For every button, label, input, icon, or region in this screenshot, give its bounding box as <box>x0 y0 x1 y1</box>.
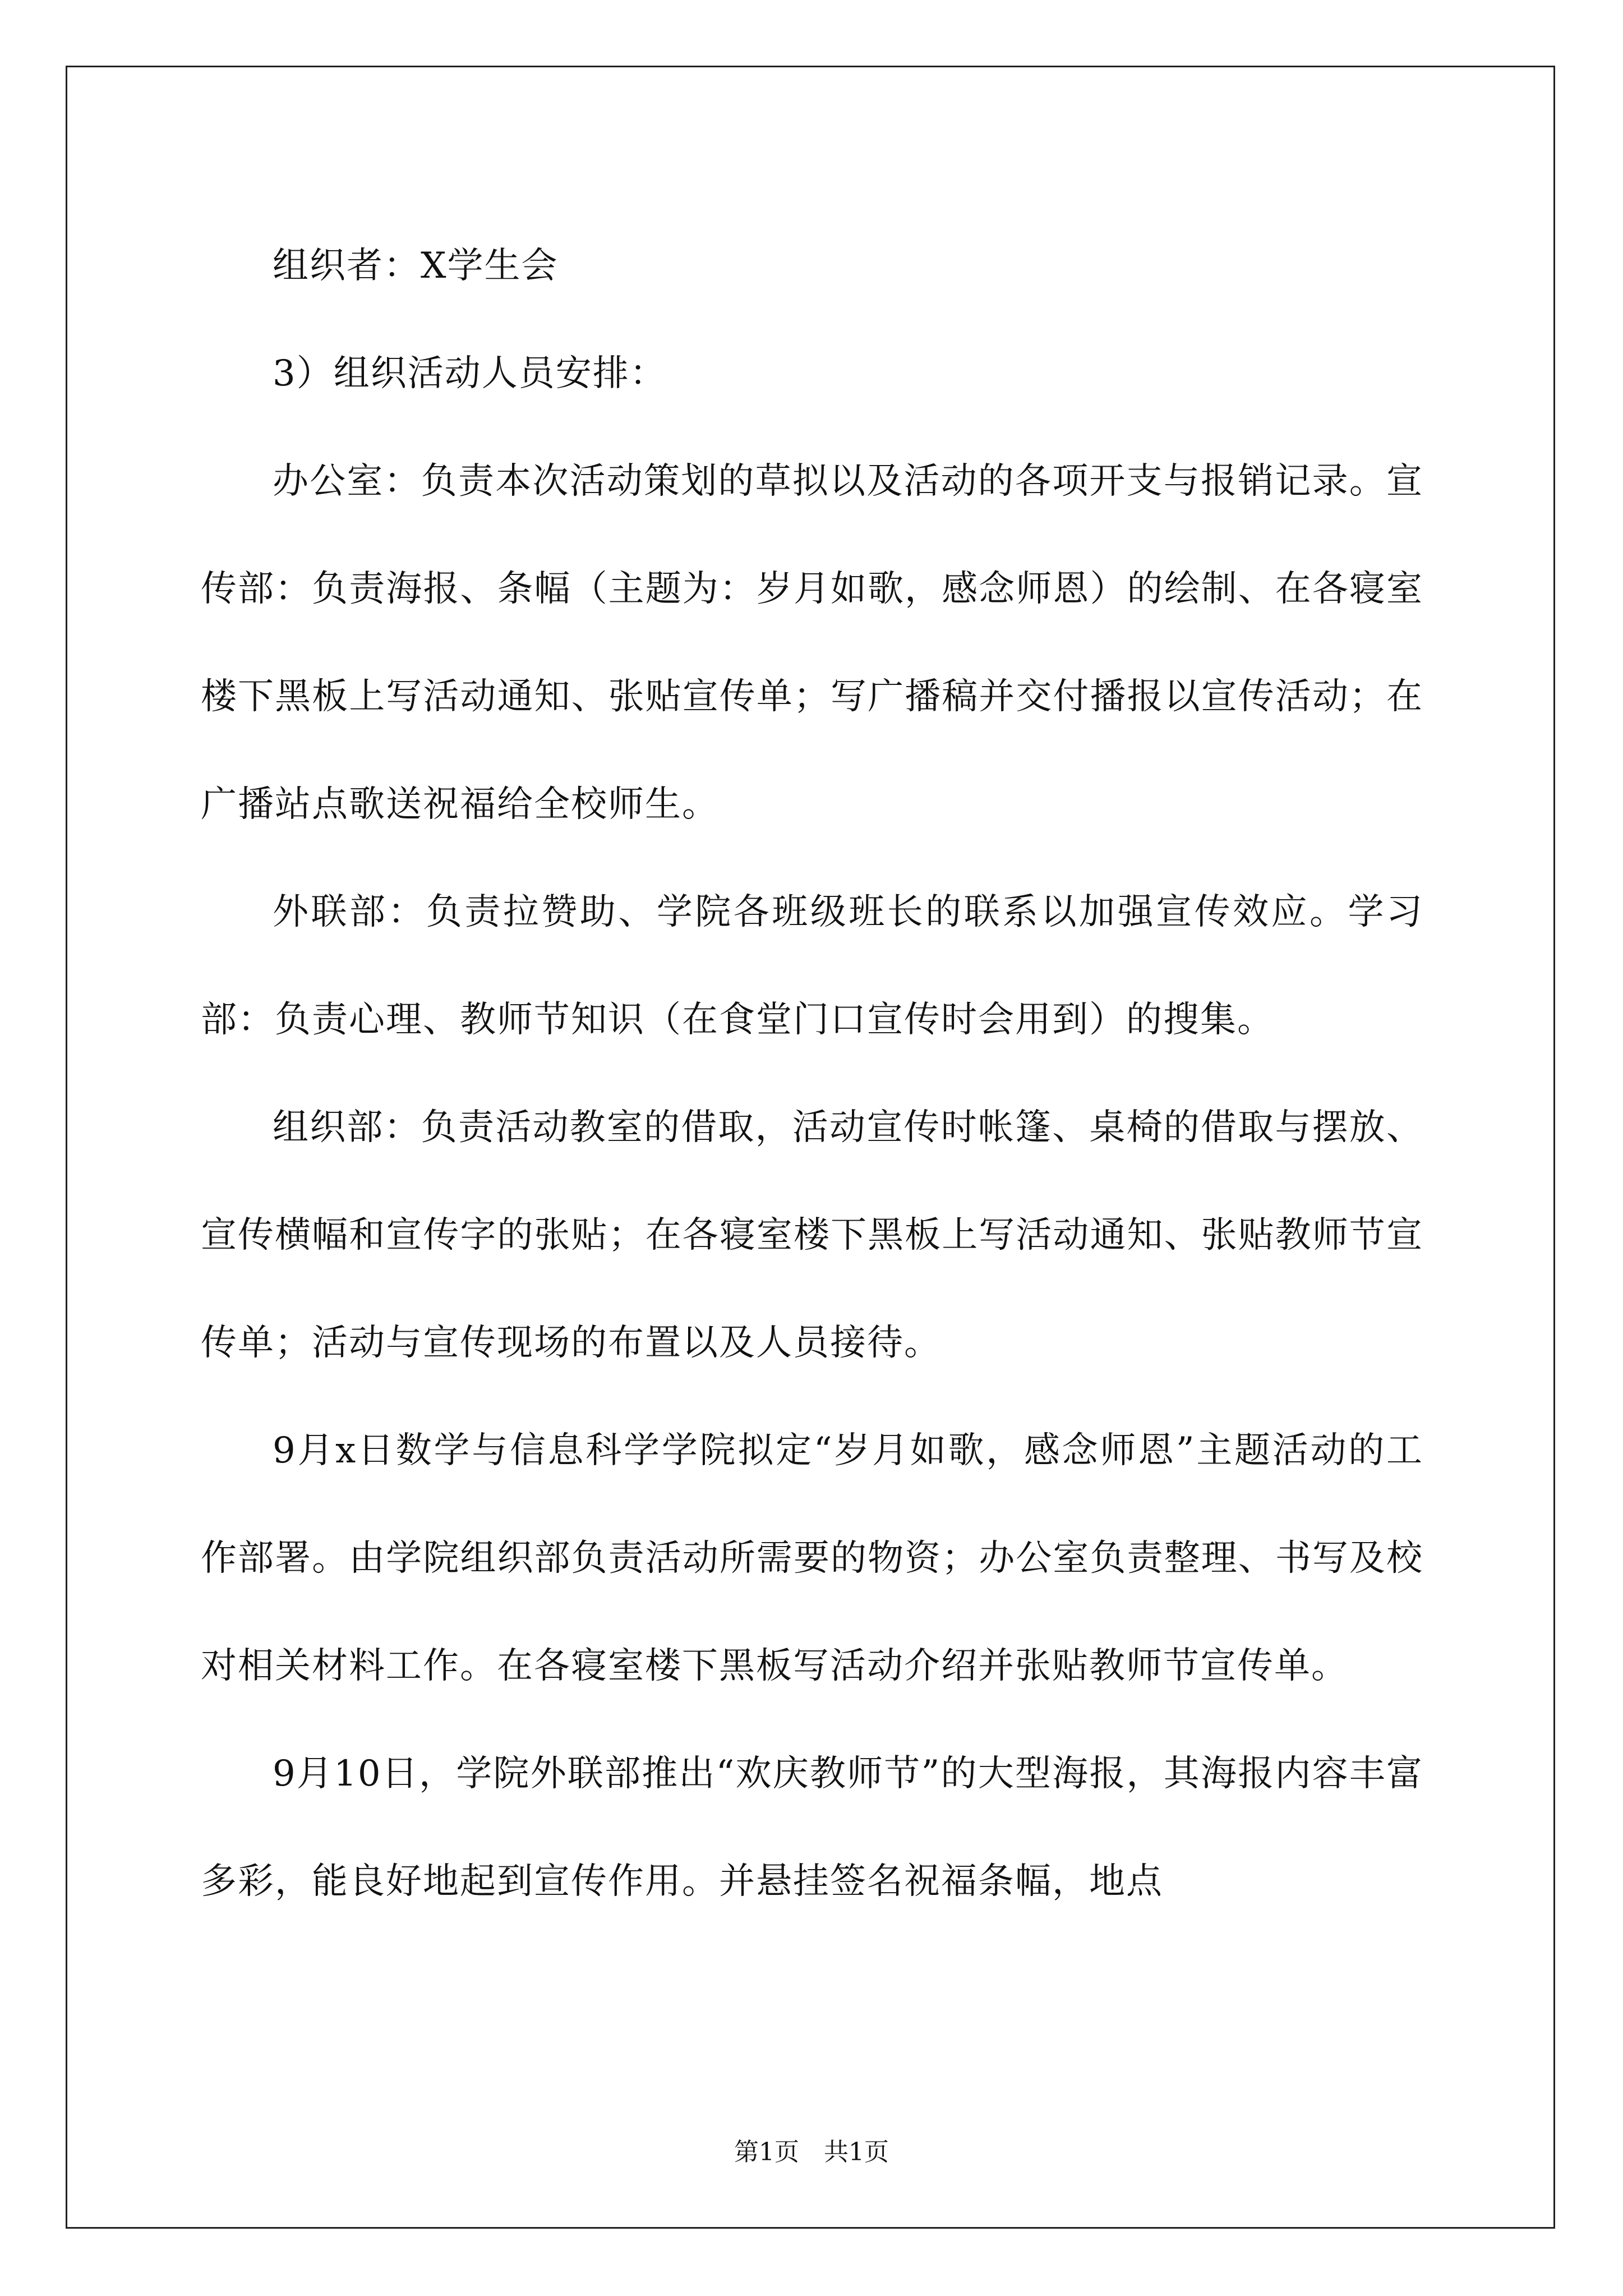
page-number-footer: 第1页 共1页 <box>734 2138 889 2166</box>
paragraph-organization-dept: 组织部：负责活动教室的借取，活动宣传时帐篷、桌椅的借取与摆放、宣传横幅和宣传字的张贴；在各寝室楼下黑板上写活动通知、张贴教师节宣传单；活动与宣传现场的布置以及人员接待。 <box>201 1107 1423 1364</box>
paragraph-office-publicity: 办公室：负责本次活动策划的草拟以及活动的各项开支与报销记录。宣传部：负责海报、条幅（主题为：岁月如歌，感念师恩）的绘制、在各寝室楼下黑板上写活动通知、张贴宣传单；写广播稿并交付播报以宣传活动；在广播站点歌送祝福给全校师生。 <box>201 461 1423 825</box>
paragraph-liaison-study: 外联部：负责拉赞助、学院各班级班长的联系以加强宣传效应。学习部：负责心理、教师节知识（在食堂门口宣传时会用到）的搜集。 <box>201 891 1423 1041</box>
paragraph-staffing-heading: 3）组织活动人员安排： <box>273 353 667 394</box>
paragraph-sept-x: 9月x日数学与信息科学学院拟定“岁月如歌，感念师恩”主题活动的工作部署。由学院组织部负责活动所需要的物资；办公室负责整理、书写及校对相关材料工作。在各寝室楼下黑板写活动介绍并张贴教师节宣传单。 <box>201 1430 1423 1687</box>
paragraph-organizer: 组织者：X学生会 <box>273 245 559 287</box>
paragraph-sept-10: 9月10日，学院外联部推出“欢庆教师节”的大型海报，其海报内容丰富多彩，能良好地起到宣传作用。并悬挂签名祝福条幅，地点 <box>201 1753 1423 1902</box>
document-body <box>201 212 1423 1935</box>
